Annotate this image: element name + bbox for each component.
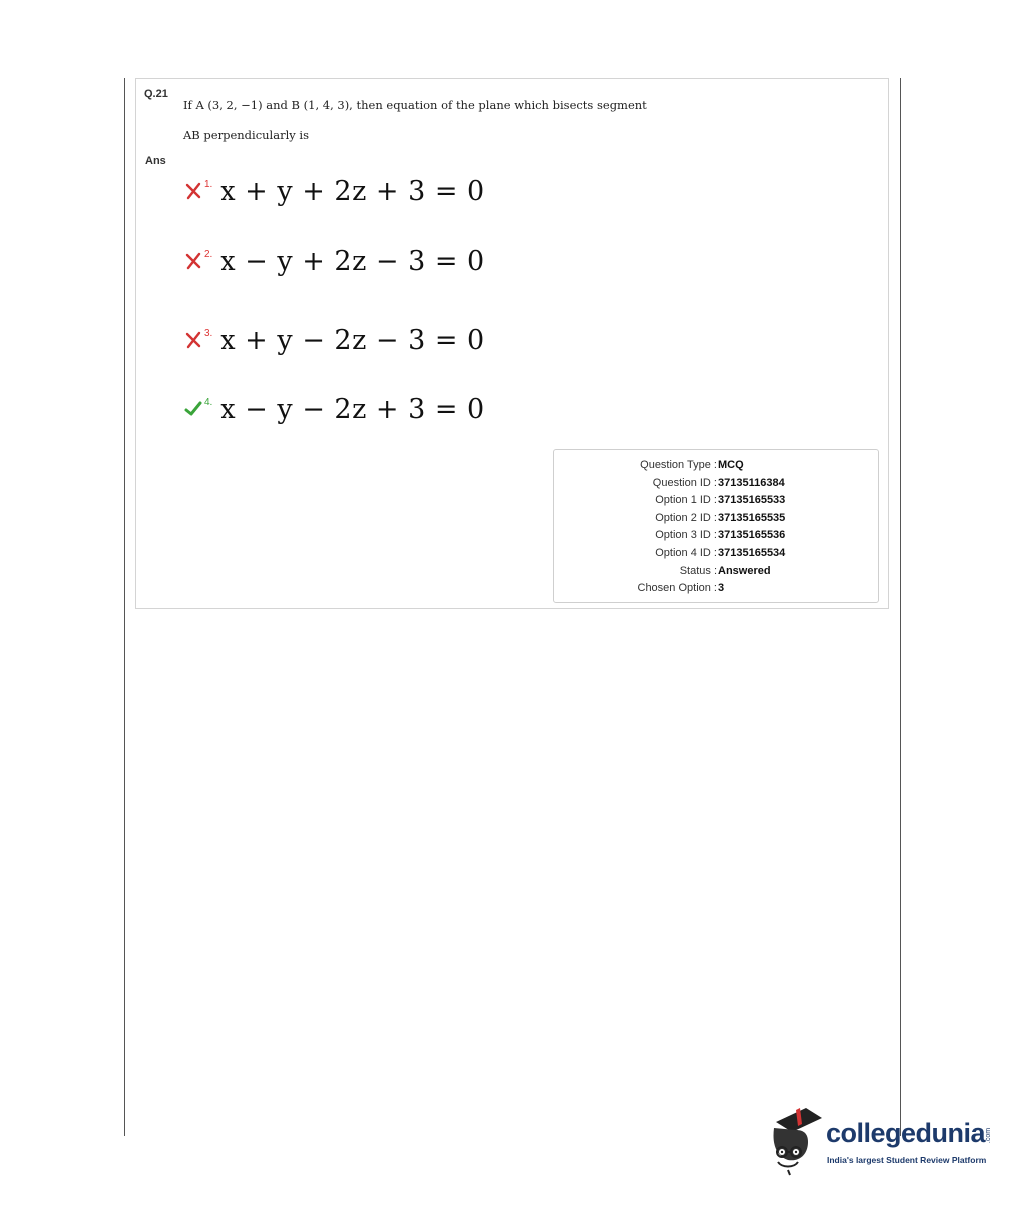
info-chosen-option: Chosen Option : 3: [637, 582, 725, 594]
question-number: Q.21: [144, 88, 168, 100]
collegedunia-logo: [766, 1104, 1002, 1184]
option-3: [184, 320, 485, 360]
page-border-right: [900, 78, 901, 1136]
option-1-number: 1.: [204, 178, 213, 190]
check-icon: [184, 400, 202, 418]
page-border-left: [124, 78, 125, 1136]
answer-label: Ans: [145, 155, 166, 167]
option-2-number: 2.: [204, 248, 213, 260]
question-text-line-1: If A (3, 2, −1) and B (1, 4, 3), then equation of the plane which bisects segment: [183, 98, 647, 112]
question-info-panel: [553, 449, 879, 603]
question-text-line-2: AB perpendicularly is: [183, 128, 309, 142]
info-question-id: Question ID : 37135116384: [652, 477, 785, 489]
info-status: Status : Answered: [679, 565, 771, 577]
mascot-icon: [766, 1104, 824, 1176]
option-3-number: 3.: [204, 327, 213, 339]
option-3-equation: x + y − 2z − 3 = 0: [220, 324, 485, 356]
option-4: [184, 389, 485, 429]
cross-icon: [184, 182, 202, 200]
option-4-number: 4.: [204, 396, 213, 408]
brand-suffix: .com: [985, 1127, 993, 1144]
brand-name: collegedunia: [826, 1118, 986, 1148]
info-option-3-id: Option 3 ID : 37135165536: [655, 529, 786, 541]
option-4-equation: x − y − 2z + 3 = 0: [220, 393, 485, 425]
info-option-4-id: Option 4 ID : 37135165534: [655, 547, 786, 559]
info-question-type: Question Type : MCQ: [640, 459, 744, 471]
cross-icon: [184, 252, 202, 270]
option-2-equation: x − y + 2z − 3 = 0: [220, 245, 485, 277]
option-2: [184, 241, 485, 281]
question-card: [135, 78, 889, 609]
info-option-2-id: Option 2 ID : 37135165535: [655, 512, 786, 524]
info-option-1-id: Option 1 ID : 37135165533: [655, 494, 786, 506]
cross-icon: [184, 331, 202, 349]
option-1: [184, 171, 485, 211]
option-1-equation: x + y + 2z + 3 = 0: [220, 175, 485, 207]
brand-tagline: India's largest Student Review Platform: [827, 1155, 987, 1165]
